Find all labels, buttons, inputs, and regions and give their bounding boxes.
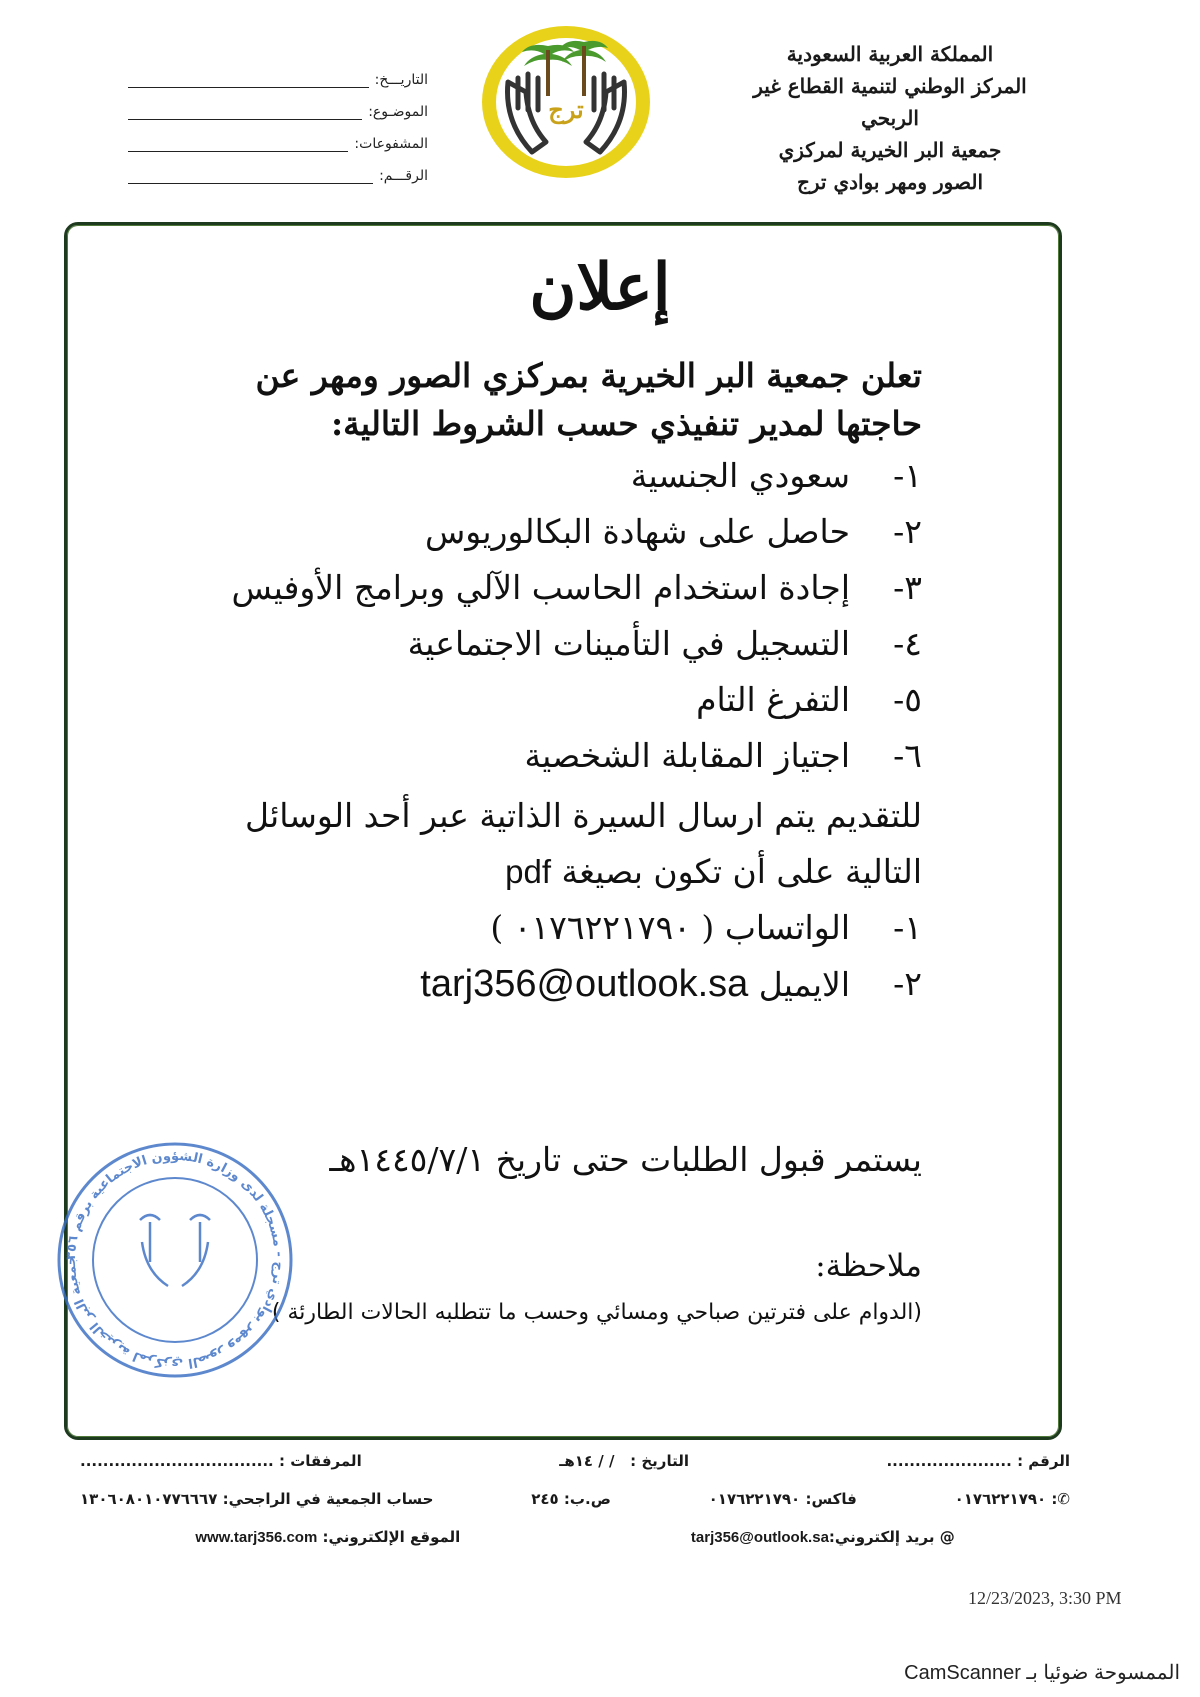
footer-pobox-label: ص.ب:	[563, 1490, 611, 1508]
deadline-text: يستمر قبول الطلبات حتى تاريخ ١٤٤٥/٧/١هـ	[329, 1140, 922, 1179]
org-line-3: الربحي	[861, 106, 919, 130]
footer-attachments-label: المرفقات :	[279, 1452, 362, 1470]
whatsapp-number: ( ٠١٧٦٢٢١٧٩٠ )	[490, 908, 715, 947]
footer-row-3	[80, 1528, 1070, 1546]
meta-attachments-line	[128, 133, 348, 152]
application-text: للتقديم يتم ارسال السيرة الذاتية عبر أحد الوسائل التالية على أن تكون بصيغة	[245, 796, 922, 891]
organization-header	[740, 38, 1040, 198]
contact-number: ١-	[893, 908, 922, 947]
condition-number: ٦-	[893, 736, 922, 775]
meta-attachments-label: المشفوعات:	[354, 136, 428, 152]
condition-text: التسجيل في التأمينات الاجتماعية	[407, 624, 850, 663]
condition-item	[202, 728, 922, 784]
condition-text: إجادة استخدام الحاسب الآلي وبرامج الأوفيس	[231, 568, 850, 607]
footer-email-link[interactable]: tarj356@outlook.sa	[690, 1529, 829, 1546]
stamp-text: جمعية البر الخيرية لمركزي الصور ومهر بوادي ترج - مسجلة لدى وزارة الشؤون الاجتماعية برقم ٣٥٦	[63, 1148, 287, 1372]
footer-attachments-dots: ..................................	[80, 1452, 274, 1470]
org-line-2: المركز الوطني لتنمية القطاع غير	[753, 74, 1027, 98]
org-line-5: الصور ومهر بوادي ترج	[796, 170, 984, 194]
condition-item	[202, 504, 922, 560]
conditions-list	[202, 448, 922, 784]
announcement-title: إعلان	[529, 250, 671, 325]
application-instructions	[202, 788, 922, 900]
footer-number-label: الرقم :	[1017, 1452, 1070, 1470]
condition-number: ١-	[893, 456, 922, 495]
condition-number: ٣-	[893, 568, 922, 607]
meta-subject-label: الموضـوع:	[368, 104, 428, 120]
org-line-1: المملكة العربية السعودية	[786, 42, 994, 66]
meta-date-line	[128, 69, 369, 88]
condition-text: اجتياز المقابلة الشخصية	[524, 736, 850, 775]
condition-number: ٤-	[893, 624, 922, 663]
footer-date-value: / / ١٤هـ	[559, 1452, 615, 1470]
contact-number: ٢-	[893, 964, 922, 1003]
footer-pobox: ٢٤٥	[531, 1490, 559, 1508]
footer-email-label: @ بريد إلكتروني:	[828, 1528, 955, 1546]
condition-item	[202, 560, 922, 616]
meta-number-line	[128, 165, 373, 184]
scanner-watermark-bar	[0, 1650, 1200, 1697]
footer-number-dots: ......................	[886, 1452, 1012, 1470]
footer-row-2	[80, 1490, 1070, 1508]
footer-bank-label: حساب الجمعية في الراجحي:	[222, 1490, 434, 1508]
contact-item-email	[202, 956, 922, 1013]
footer-date-label: التاريخ :	[630, 1452, 689, 1470]
condition-item	[202, 448, 922, 504]
footer-row-1	[80, 1452, 1070, 1470]
condition-text: التفرغ التام	[696, 680, 850, 719]
footer-website-label: الموقع الإلكتروني:	[322, 1528, 461, 1546]
email-address-link[interactable]: tarj356@outlook.sa	[420, 963, 749, 1005]
condition-item	[202, 616, 922, 672]
footer-fax-label: فاكس:	[805, 1490, 857, 1508]
meta-attachments-row	[128, 120, 428, 152]
org-line-4: جمعية البر الخيرية لمركزي	[778, 138, 1002, 162]
condition-number: ٥-	[893, 680, 922, 719]
footer-website-link[interactable]: www.tarj356.com	[195, 1529, 318, 1546]
meta-subject-row	[128, 88, 428, 120]
svg-text:جمعية البر الخيرية لمركزي الصو	[64, 1149, 286, 1371]
note-label: ملاحظة:	[815, 1248, 922, 1284]
condition-text: سعودي الجنسية	[630, 456, 850, 495]
meta-date-label: التاريـــخ:	[374, 72, 428, 88]
contact-label: الواتساب	[724, 908, 850, 947]
meta-number-label: الرقـــم:	[379, 168, 428, 184]
letter-meta-fields	[128, 56, 428, 184]
application-format: pdf	[505, 853, 551, 890]
contact-label: الايميل	[758, 965, 850, 1004]
phone-icon: ✆:	[1051, 1490, 1070, 1508]
contacts-list	[202, 900, 922, 1013]
announcement-intro: تعلن جمعية البر الخيرية بمركزي الصور ومهر عن حاجتها لمدير تنفيذي حسب الشروط التالية:	[255, 356, 922, 443]
contact-item-whatsapp	[202, 900, 922, 956]
condition-number: ٢-	[893, 512, 922, 551]
announcement-body	[202, 352, 922, 1013]
footer-fax: ٠١٧٦٢٢١٧٩٠	[708, 1490, 801, 1508]
note-text: (الدوام على فترتين صباحي ومسائي وحسب ما تتطلبه الحالات الطارئة )	[271, 1300, 922, 1325]
official-stamp-icon	[50, 1130, 300, 1390]
meta-date-row	[128, 56, 428, 88]
logo-text: ترج	[548, 95, 584, 124]
condition-text: حاصل على شهادة البكالوريوس	[425, 512, 850, 551]
footer-phone: ٠١٧٦٢٢١٧٩٠	[954, 1490, 1047, 1508]
meta-subject-line	[128, 101, 362, 120]
charity-logo-icon	[478, 22, 654, 182]
scan-timestamp: 12/23/2023, 3:30 PM	[968, 1588, 1122, 1608]
meta-number-row	[128, 152, 428, 184]
condition-item	[202, 672, 922, 728]
scanner-watermark: الممسوحة ضوئيا بـ CamScanner	[904, 1662, 1180, 1684]
footer-bank: ١٣٠٦٠٨٠١٠٧٧٦٦٦٧	[80, 1490, 218, 1508]
